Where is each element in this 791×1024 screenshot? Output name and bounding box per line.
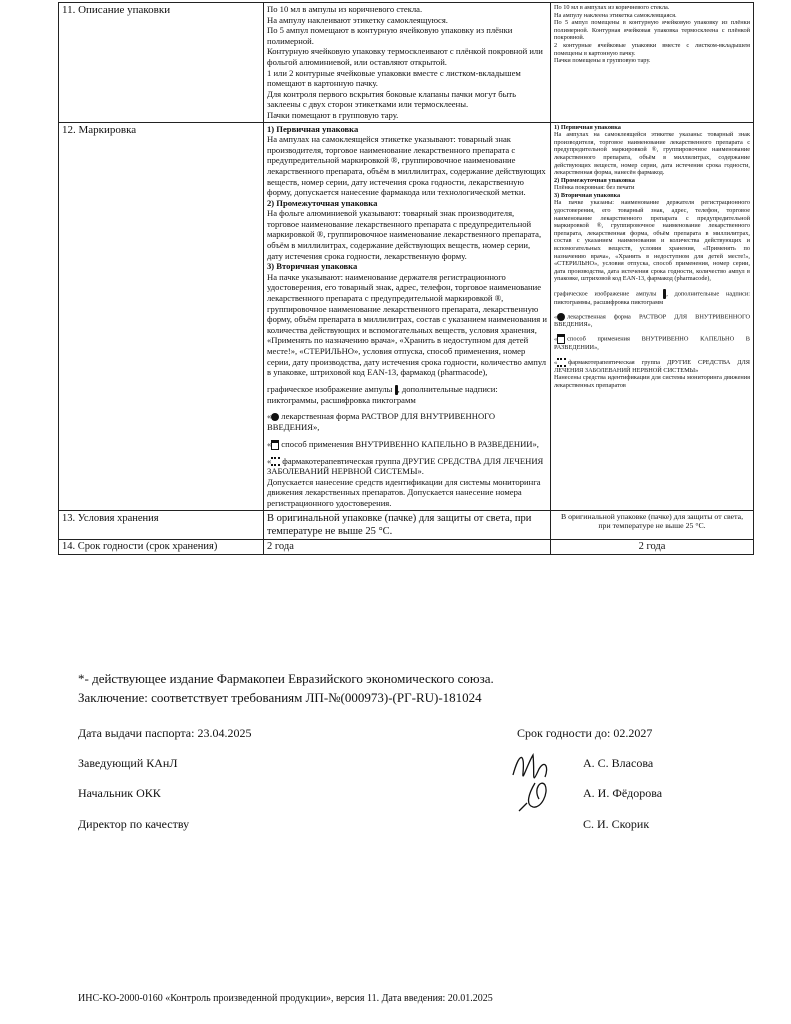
section-heading: 2) Промежуточная упаковка (267, 197, 378, 208)
text-paragraph: Нанесены средства идентификации для системы мониторинга движения лекарственных препаратов (554, 374, 750, 390)
text-line: На ампулу наклеивают этикетку самоклеящуюся. (267, 14, 448, 25)
pictogram-line: « лекарственная форма РАСТВОР ДЛЯ ВНУТРИВЕННОГО ВВЕДЕНИЯ», (554, 313, 750, 328)
section-heading: 3) Вторичная упаковка (554, 191, 621, 199)
issue-date: Дата выдачи паспорта: 23.04.2025 (78, 726, 252, 740)
pictogram-line: « фармакотерапевтическая группа ДРУГИЕ СРЕДСТВА ДЛЯ ЛЕЧЕНИЯ ЗАБОЛЕВАНИЙ НЕРВНОЙ СИСТЕМЫ». (267, 455, 544, 477)
section-heading: 1) Первичная упаковка (267, 123, 359, 134)
text-span: лекарственная форма РАСТВОР ДЛЯ ВНУТРИВЕННОГО ВВЕДЕНИЯ», (267, 411, 496, 432)
section-heading: 2) Промежуточная упаковка (554, 176, 635, 184)
dosage-form-icon (271, 413, 279, 421)
footnote: *- действующее издание Фармакопеи Евразийского экономического союза. (78, 671, 494, 686)
text-paragraph: На ампулах на самоклеящейся этикетке указаны: товарный знак производителя, торговое наименование лекарственного препарата с предупредительной маркировкой ®, группировочное наименование лекарственного препарата, объём в миллилитрах, содержание действующих веществ, номер серии, дата истечения срока годности, лекарственная форма, нанесён фармакод. (554, 131, 750, 177)
text-paragraph: На пачке указаны: наименование держателя регистрационного удостоверения, его товарный знак, адрес, телефон, торговое наименование лекарственного препарата с предупредительной маркировкой ®, группировочное наименование лекарственного препарата, лекарственная форма, объём препарата в миллилитрах, состав с указанием наименования и количества действующих и вспомогательных веществ, условия хранения, «Применять по назначению врача», «Хранить в недоступном для детей месте!», «СТЕРИЛЬНО», условия отпуска, способ применения, номер серии, дата производства, дата истечения срока годности, количество ампул в упаковке, штриховой код EAN-13, фармакод (pharmacode), (554, 199, 750, 283)
pictogram-line: « способ применения ВНУТРИВЕННО КАПЕЛЬНО В РАЗВЕДЕНИИ», (554, 335, 750, 352)
text-span: способ применения ВНУТРИВЕННО КАПЕЛЬНО В РАЗВЕДЕНИИ», (281, 438, 539, 449)
row-storage-conditions (59, 510, 754, 539)
row-marking (59, 122, 754, 510)
row-name: 11. Описание упаковки (59, 3, 264, 123)
text-line: На ампулу наклеена этикетка самоклеящаяся. (554, 11, 677, 19)
result-cell: 2 года (551, 539, 754, 554)
text-paragraph: Допускается нанесение средств идентификации для системы мониторинга движения лекарственных препаратов. Допускается нанесение номера регистрационного удостоверения. (267, 476, 541, 508)
text-paragraph: На пачке указывают: наименование держателя регистрационного удостоверения, его товарный знак, адрес, телефон, торговое наименование лекарственного препарата с предупредительной маркировкой ®, группировочное наименование лекарственного препарата, лекарственную форму, объём препарата в миллилитрах, состав с указанием наименования и количества действующих и вспомогательных веществ, условия хранения, «Применять по назначению врача», «Хранить в недоступном для детей месте!», «СТЕРИЛЬНО», условия отпуска, способ применения, номер серии, дату производства, дату истечения срока годности, количество ампул в упаковке, штриховой код EAN-13, фармакод (pharmacode), (267, 271, 547, 378)
infusion-icon (271, 440, 279, 450)
text-line: 1 или 2 контурные ячейковые упаковки вместе с листком-вкладышем помещают в картонную пачку. (267, 67, 521, 89)
text-line: 2 контурные ячейковые упаковки вместе с листком-вкладышем помещены в картонную пачку. (554, 41, 750, 57)
signatory-role: Заведующий КАнЛ (78, 756, 178, 770)
text-span: способ применения ВНУТРИВЕННО КАПЕЛЬНО В РАЗВЕДЕНИИ», (554, 335, 750, 352)
text-paragraph (267, 384, 547, 406)
requirement-cell (264, 3, 551, 123)
document-footer: ИНС-КО-2000-0160 «Контроль произведенной продукции», версия 11. Дата введения: 20.01.2025 (78, 993, 493, 1004)
result-cell: В оригинальной упаковке (пачке) для защиты от света, при температуре не выше 25 °С. (551, 510, 754, 539)
pictogram-line: « способ применения ВНУТРИВЕННО КАПЕЛЬНО В РАЗВЕДЕНИИ», (267, 438, 539, 449)
text-span: графическое изображение ампулы (554, 290, 657, 298)
valid-until: Срок годности до: 02.2027 (517, 726, 653, 740)
pharmacotherapeutic-group-icon (271, 457, 280, 466)
handwritten-signature (505, 745, 565, 815)
text-line: Пачки помещают в групповую тару. (267, 109, 399, 120)
text-line: Для контроля первого вскрытия боковые клапаны пачки могут быть заклеены с двух сторон этикетками или термосклеены. (267, 88, 517, 110)
text-line: По 5 ампул помещены в контурную ячейковую упаковку из плёнки полимерной. Контурная ячейковая упаковка термосклеена с плёнкой покровной. (554, 19, 750, 42)
text-line: По 10 мл в ампулах из коричневого стекла. (554, 4, 670, 11)
signatory-role: Начальник ОКК (78, 786, 161, 800)
text-span: фармакотерапевтическая группа ДРУГИЕ СРЕДСТВА ДЛЯ ЛЕЧЕНИЯ ЗАБОЛЕВАНИЙ НЕРВНОЙ СИСТЕМЫ» (554, 358, 750, 374)
section-heading: 1) Первичная упаковка (554, 123, 621, 131)
row-packaging-description (59, 3, 754, 123)
signatory-role: Директор по качеству (78, 817, 190, 831)
text-paragraph: Плёнка покровная: без печати (554, 184, 635, 192)
section-heading: 3) Вторичная упаковка (267, 261, 358, 272)
row-name: 12. Маркировка (59, 122, 264, 510)
result-cell (551, 3, 754, 123)
text-span: графическое изображение ампулы (267, 383, 393, 394)
text-span: лекарственная форма РАСТВОР ДЛЯ ВНУТРИВЕННОГО ВВЕДЕНИЯ», (554, 313, 750, 328)
text-paragraph (554, 289, 750, 307)
text-span: , дополнительные надписи: пиктограммы, расшифровка пиктограмм (267, 383, 498, 405)
text-span: фармакотерапевтическая группа ДРУГИЕ СРЕДСТВА ДЛЯ ЛЕЧЕНИЯ ЗАБОЛЕВАНИЙ НЕРВНОЙ СИСТЕМЫ». (267, 455, 544, 477)
infusion-icon (557, 334, 565, 344)
pharmacotherapeutic-group-icon (557, 358, 566, 367)
text-paragraph: На ампулах на самоклеящейся этикетке указывают: товарный знак производителя, торговое наименование лекарственного препарата с предупредительной маркировкой ®, группировочное наименование лекарственного препарата, объём в миллилитрах, содержание действующих веществ, номер серии, дату истечения срока годности, лекарственную форму, допускается нанесение фармакода или технологической метки. (267, 134, 546, 198)
text-span: , дополнительные надписи: пиктограммы, расшифровка пиктограмм (554, 290, 751, 306)
text-line: По 10 мл в ампулы из коричневого стекла. (267, 4, 423, 14)
requirement-cell (264, 122, 551, 510)
dosage-form-icon (557, 313, 565, 321)
row-shelf-life (59, 539, 754, 554)
specification-table (58, 2, 754, 555)
pictogram-line: « лекарственная форма РАСТВОР ДЛЯ ВНУТРИВЕННОГО ВВЕДЕНИЯ», (267, 411, 496, 432)
signatory-name: А. С. Власова (583, 756, 654, 770)
row-name: 14. Срок годности (срок хранения) (59, 539, 264, 554)
text-line: Контурную ячейковую упаковку термосклеивают с плёнкой покровной или фольгой алюминиевой, или оставляют открытой. (267, 46, 543, 67)
signatory-name: С. И. Скорик (583, 817, 650, 831)
pictogram-line: « фармакотерапевтическая группа ДРУГИЕ СРЕДСТВА ДЛЯ ЛЕЧЕНИЯ ЗАБОЛЕВАНИЙ НЕРВНОЙ СИСТЕМЫ» (554, 358, 750, 374)
text-line: Пачки помещены в групповую тару. (554, 57, 651, 65)
conclusion: Заключение: соответствует требованиям ЛП-№(000973)-(РГ-RU)-181024 (78, 690, 482, 705)
text-paragraph: На фольге алюминиевой указывают: товарный знак производителя, торговое наименование лекарственного препарата с предупредительной маркировкой ®, группировочное наименование лекарственного препарата, объём в миллилитрах, содержание действующих веществ, номер серии, дату истечения срока годности, лекарственную форму. (267, 208, 542, 261)
text-line: По 5 ампул помещают в контурную ячейковую упаковку из плёнки полимерной. (267, 25, 513, 46)
signatory-name: А. И. Фёдорова (583, 786, 663, 800)
requirement-cell: 2 года (264, 539, 551, 554)
result-cell (551, 122, 754, 510)
requirement-cell: В оригинальной упаковке (пачке) для защиты от света, при температуре не выше 25 °С. (264, 510, 551, 539)
row-name: 13. Условия хранения (59, 510, 264, 539)
